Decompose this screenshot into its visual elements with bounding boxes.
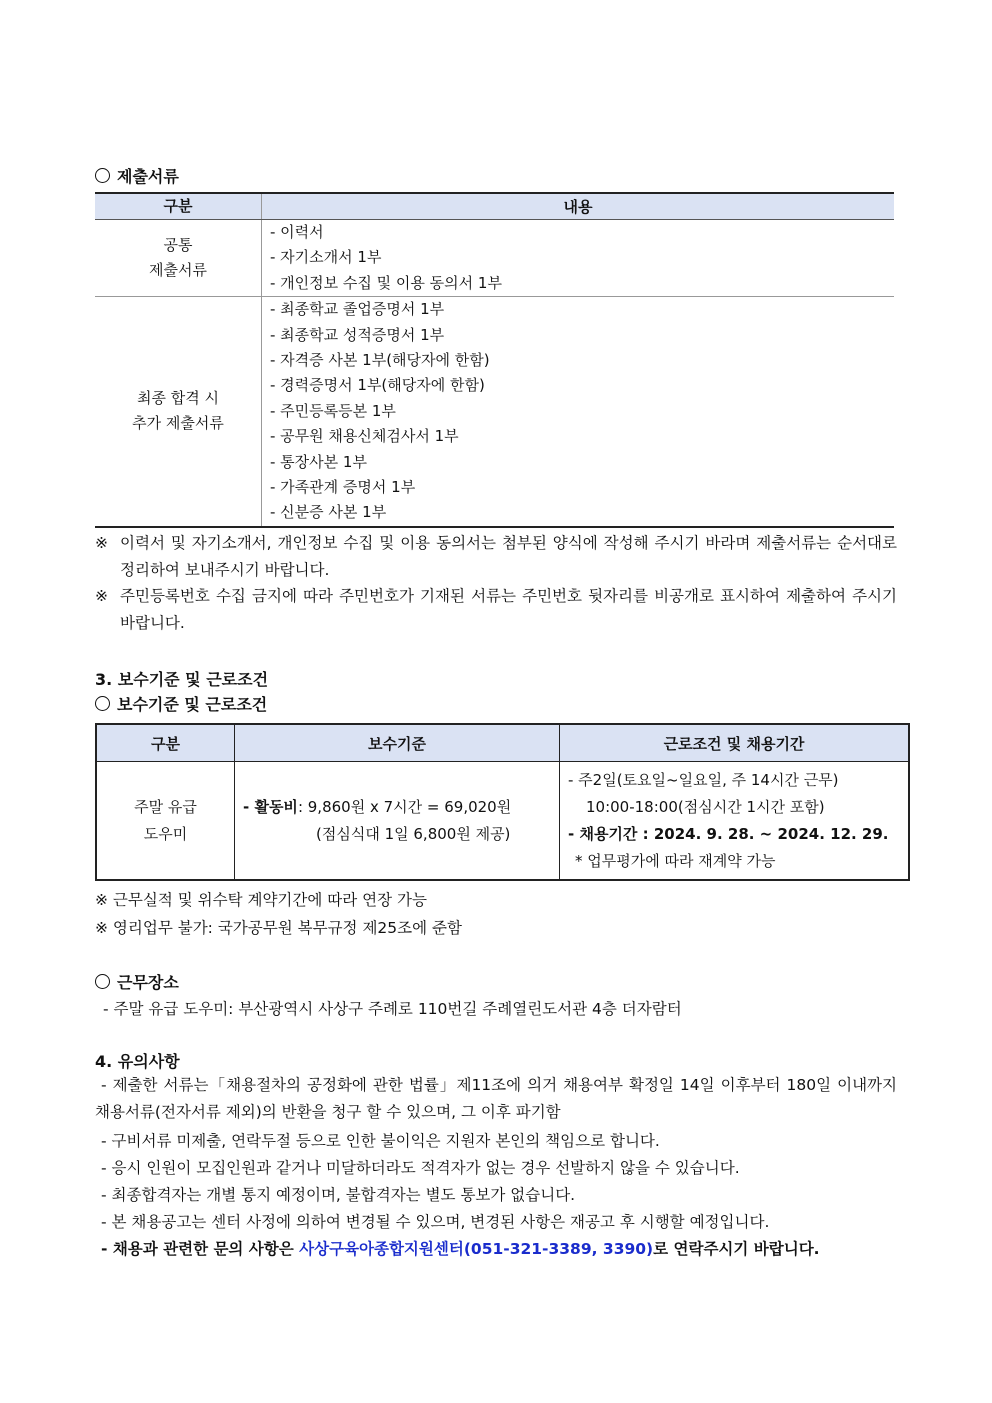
row-category-line: 제출서류 bbox=[149, 261, 207, 280]
col-category-header: 구분 bbox=[96, 724, 235, 762]
submit-note bbox=[95, 530, 897, 583]
workplace-heading bbox=[95, 970, 179, 993]
pay-note: ※ 근무실적 및 위수탁 계약기간에 따라 연장 가능 bbox=[95, 891, 427, 909]
submit-docs-table bbox=[95, 192, 894, 528]
pay-prefix: - bbox=[243, 797, 255, 816]
pay-section-title: 3. 보수기준 및 근로조건 bbox=[95, 670, 269, 689]
table-header-row bbox=[95, 193, 894, 220]
workplace-text: - 주말 유급 도우미: 부산광역시 사상구 주례로 110번길 주례열린도서관 4층 더자람터 bbox=[103, 1000, 682, 1018]
contact-prefix: - 채용과 관련한 문의 사항은 bbox=[101, 1240, 300, 1258]
pay-label: 활동비 bbox=[254, 797, 298, 816]
col-category-header: 구분 bbox=[95, 193, 262, 220]
pay-sub: (점심식대 1일 6,800원 제공) bbox=[316, 824, 511, 843]
circle-bullet-icon bbox=[95, 974, 110, 989]
col-conditions-header: 근로조건 및 채용기간 bbox=[560, 724, 910, 762]
caution-item bbox=[95, 1072, 897, 1126]
row-category-line: 최종 합격 시 bbox=[137, 389, 219, 408]
row-content bbox=[262, 220, 895, 297]
circle-bullet-icon bbox=[95, 168, 110, 183]
pay-line bbox=[243, 794, 559, 821]
pay-conditions bbox=[560, 762, 910, 881]
list-item: - 신분증 사본 1부 bbox=[270, 503, 387, 522]
list-item: - 경력증명서 1부(해당자에 한함) bbox=[270, 376, 485, 395]
contact-org: 사상구육아종합지원센터(051-321-3389, 3390) bbox=[299, 1240, 654, 1258]
table-row bbox=[95, 297, 894, 527]
pay-standard bbox=[235, 762, 560, 881]
note-text: 이력서 및 자기소개서, 개인정보 수집 및 이용 동의서는 첨부된 양식에 작성해 주시기 바라며 제출서류는 순서대로 정리하여 보내주시기 바랍니다. bbox=[120, 534, 897, 579]
contact-line bbox=[101, 1237, 820, 1259]
workplace-heading-text: 근무장소 bbox=[117, 973, 179, 992]
row-category bbox=[95, 297, 262, 527]
circle-bullet-icon bbox=[95, 696, 110, 711]
caution-item: - 응시 인원이 모집인원과 같거나 미달하더라도 적격자가 없는 경우 선발하지 않을 수 있습니다. bbox=[101, 1159, 740, 1177]
list-item: - 최종학교 졸업증명서 1부 bbox=[270, 300, 445, 319]
list-item: - 자기소개서 1부 bbox=[270, 248, 382, 267]
col-content-header: 내용 bbox=[262, 193, 895, 220]
note-mark: ※ bbox=[95, 534, 108, 552]
table-row bbox=[96, 762, 909, 881]
row-category-line: 추가 제출서류 bbox=[132, 414, 224, 433]
row-content bbox=[262, 297, 895, 527]
note-text: 주민등록번호 수집 금지에 따라 주민번호가 기재된 서류는 주민번호 뒷자리를 비공개로 표시하여 제출하여 주시기 바랍니다. bbox=[120, 587, 897, 632]
col-pay-header: 보수기준 bbox=[235, 724, 560, 762]
cond-line: 10:00-18:00(점심시간 1시간 포함) bbox=[586, 797, 825, 816]
submit-docs-heading-text: 제출서류 bbox=[117, 167, 179, 186]
list-item: - 자격증 사본 1부(해당자에 한함) bbox=[270, 350, 490, 369]
contact-suffix: 로 연락주시기 바랍니다. bbox=[653, 1240, 820, 1258]
cond-note: * 업무평가에 따라 재계약 가능 bbox=[575, 851, 776, 870]
cond-line: - 주2일(토요일~일요일, 주 14시간 근무) bbox=[568, 770, 839, 789]
list-item: - 가족관계 증명서 1부 bbox=[270, 477, 416, 496]
pay-note: ※ 영리업무 불가: 국가공무원 복무규정 제25조에 준함 bbox=[95, 919, 462, 937]
cautions-section-title: 4. 유의사항 bbox=[95, 1052, 180, 1071]
caution-text: - 제출한 서류는「채용절차의 공정화에 관한 법률」제11조에 의거 채용여부 확정일 14일 이후부터 180일 이내까지 채용서류(전자서류 제외)의 반환을 청구 할 수 있으며, 그 이후 파기함 bbox=[95, 1076, 897, 1121]
list-item: - 최종학교 성적증명서 1부 bbox=[270, 325, 445, 344]
table-row bbox=[95, 220, 894, 297]
list-item: - 이력서 bbox=[270, 223, 324, 241]
table-header-row bbox=[96, 724, 909, 762]
row-category bbox=[95, 220, 262, 297]
pay-value: : 9,860원 x 7시간 = 69,020원 bbox=[297, 797, 512, 816]
note-mark: ※ bbox=[95, 587, 108, 605]
row-category-line: 공통 bbox=[163, 236, 193, 255]
submit-note bbox=[95, 583, 897, 636]
list-item: - 주민등록등본 1부 bbox=[270, 401, 396, 420]
list-item: - 공무원 채용신체검사서 1부 bbox=[270, 427, 459, 446]
pay-category-line: 도우미 bbox=[143, 824, 188, 843]
list-item: - 통장사본 1부 bbox=[270, 452, 367, 471]
pay-heading bbox=[95, 692, 267, 715]
list-item: - 개인정보 수집 및 이용 동의서 1부 bbox=[270, 273, 502, 292]
submit-docs-heading bbox=[95, 164, 179, 187]
pay-heading-text: 보수기준 및 근로조건 bbox=[117, 695, 268, 714]
caution-item: - 최종합격자는 개별 통지 예정이며, 불합격자는 별도 통보가 없습니다. bbox=[101, 1186, 576, 1204]
caution-item: - 구비서류 미제출, 연락두절 등으로 인한 불이익은 지원자 본인의 책임으로 합니다. bbox=[101, 1132, 660, 1150]
pay-category bbox=[96, 762, 235, 881]
pay-table bbox=[95, 723, 910, 881]
cond-period: - 채용기간 : 2024. 9. 28. ~ 2024. 12. 29. bbox=[568, 824, 889, 843]
pay-category-line: 주말 유급 bbox=[134, 797, 197, 816]
caution-item: - 본 채용공고는 센터 사정에 의하여 변경될 수 있으며, 변경된 사항은 재공고 후 시행할 예정입니다. bbox=[101, 1213, 770, 1231]
